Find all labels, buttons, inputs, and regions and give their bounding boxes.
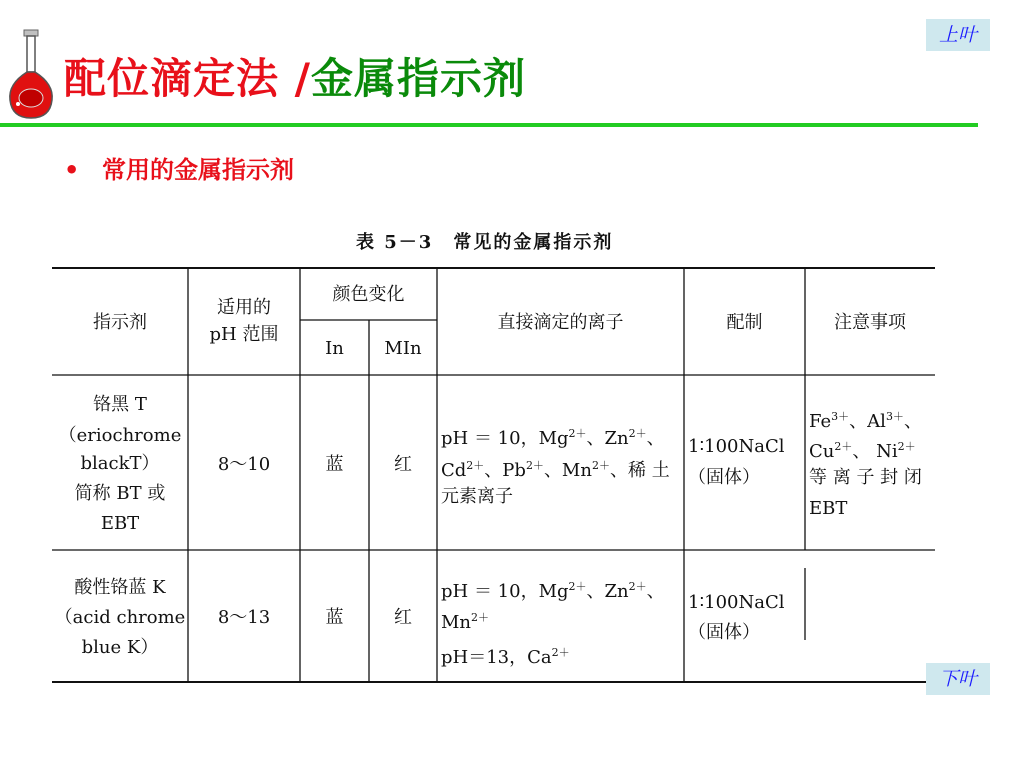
header-min: MIn (384, 338, 422, 359)
header-ph-range-2: pH 范围 (209, 324, 279, 345)
row2-prep-line2: （固体） (688, 622, 760, 643)
row1-min-color: 红 (394, 454, 412, 475)
row1-in-color: 蓝 (325, 454, 344, 475)
prev-page-button[interactable]: 上叶 (926, 19, 990, 51)
row2-min-color: 红 (394, 607, 412, 628)
row1-ions-line2: $Cd^{2+}$、$Pb^{2+}$、$Mn^{2+}$、稀 土 (441, 459, 670, 481)
row2-ph-range: 8～13 (217, 607, 271, 628)
row1-indicator-line4: 简称 BT 或 (74, 483, 166, 504)
bullet-marker: • (64, 156, 80, 184)
title-part-2: 金属指示剂 (310, 54, 526, 103)
header-in: In (325, 338, 344, 359)
row1-notes-line2: $Cu^{2+}$、 $Ni^{2+}$ (809, 440, 916, 462)
row1-notes-line1: $Fe^{3+}$、$Al^{3+}$、 (809, 410, 922, 432)
row2-indicator-line1: 酸性铬蓝 K (74, 577, 166, 598)
row2-prep-line1: 1∶100NaCl (688, 592, 785, 613)
row1-indicator-line2: （eriochrome (58, 425, 182, 446)
row1-ph-range: 8～10 (217, 454, 271, 475)
row2-indicator-line2: （acid chrome (54, 607, 186, 628)
header-color-change: 颜色变化 (332, 284, 405, 305)
row1-prep-line2: （固体） (688, 467, 760, 488)
row1-notes-line3: 等 离 子 封 闭 (809, 467, 922, 488)
header-notes: 注意事项 (834, 312, 906, 333)
row1-prep-line1: 1∶100NaCl (688, 436, 785, 457)
row1-indicator-line1: 铬黑 T (93, 394, 147, 415)
row2-ions-line3: pH＝13，$Ca^{2+}$ (441, 646, 570, 668)
next-page-button[interactable]: 下叶 (926, 663, 990, 695)
title-part-1: 配位滴定法 / (64, 54, 311, 103)
row2-ions-line1: pH ＝ 10，$Mg^{2+}$、$Zn^{2+}$、 (441, 580, 665, 602)
table-caption: 表 5－3 常见的金属指示剂 (356, 232, 614, 253)
header-indicator: 指示剂 (93, 312, 147, 333)
row2-ions-line2: $Mn^{2+}$ (441, 611, 490, 633)
row2-in-color: 蓝 (325, 607, 344, 628)
row1-ions-line1: pH ＝ 10，$Mg^{2+}$、$Zn^{2+}$、 (441, 427, 665, 449)
row1-ions-line3: 元素离子 (441, 486, 513, 507)
row1-notes-line4: EBT (809, 498, 848, 519)
row2-indicator-line3: blue K） (81, 637, 159, 658)
row1-indicator-line3: blackT） (80, 453, 160, 474)
header-ions: 直接滴定的离子 (497, 312, 624, 333)
bullet-text: 常用的金属指示剂 (102, 156, 294, 184)
header-ph-range-1: 适用的 (217, 297, 271, 318)
row1-indicator-line5: EBT (100, 513, 140, 534)
header-prep: 配制 (726, 312, 763, 333)
